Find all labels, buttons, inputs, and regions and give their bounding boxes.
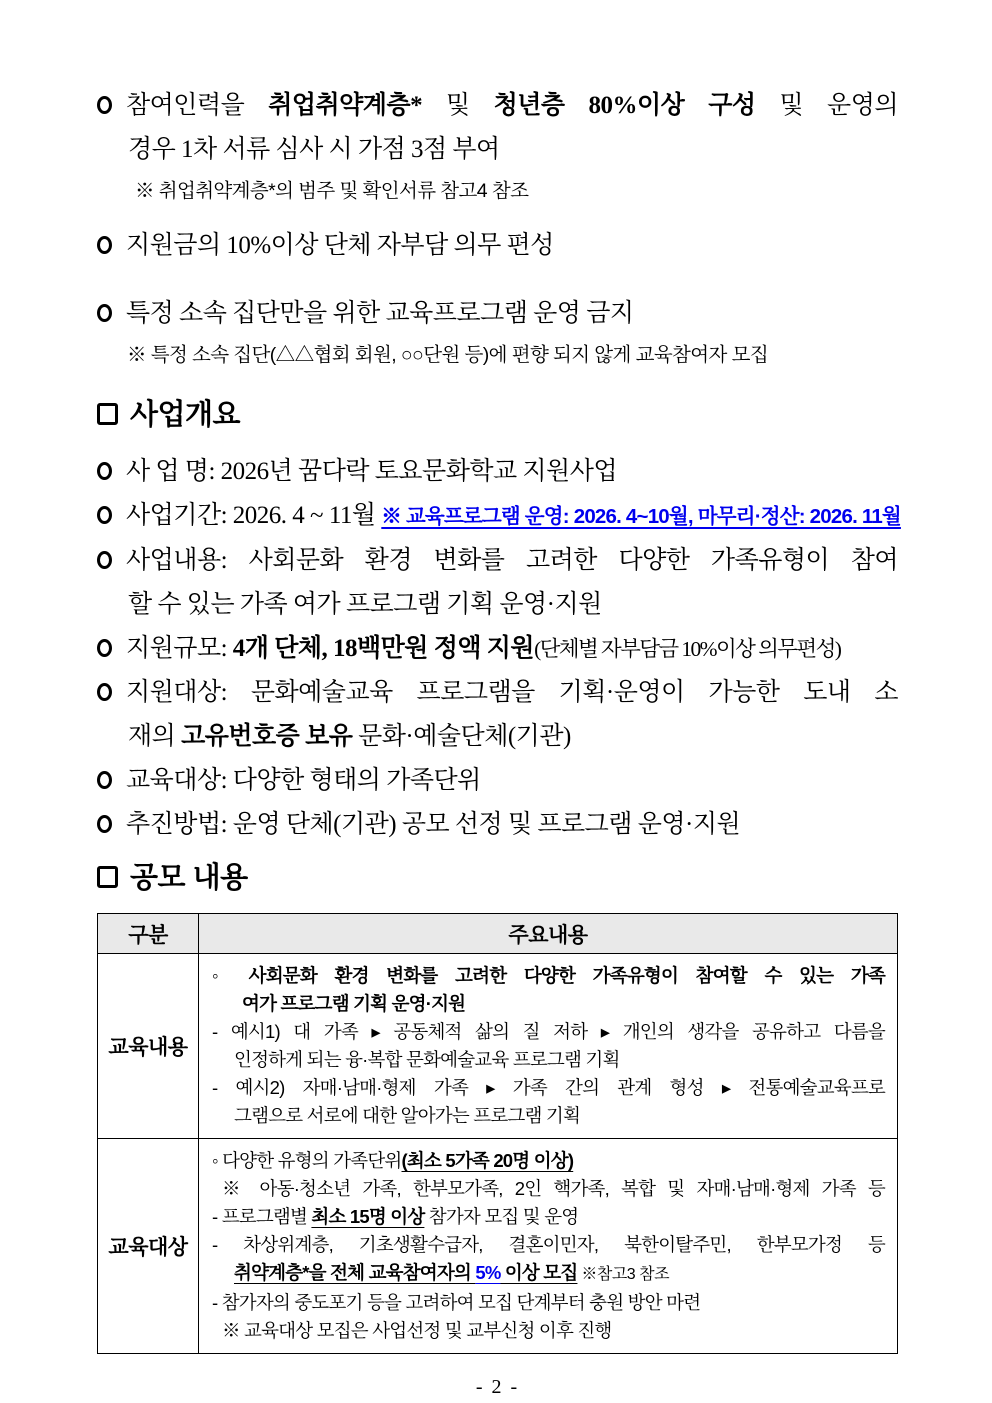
square-section-icon [97, 403, 118, 425]
table-line: - 프로그램별 최소 15명 이상 참가자 모집 및 운영 [212, 1206, 579, 1227]
section-title-announcement: 공모 내용 [130, 862, 248, 894]
bullet-no-exclusive-program-text: 특정 소속 집단만을 위한 교육프로그램 운영 금지 [126, 300, 634, 327]
page-number: - 2 - [475, 1376, 520, 1398]
item-project-name-text: 사 업 명: 2026년 꿈다락 토요문화학교 지원사업 [126, 458, 617, 485]
item-education-target-text: 교육대상: 다양한 형태의 가족단위 [126, 767, 481, 794]
section-title-overview: 사업개요 [130, 399, 241, 431]
item-support-target-line2: 재의 고유번호증 보유 문화·예술단체(기관) [128, 723, 571, 750]
circle-bullet-icon [97, 304, 112, 322]
item-project-period-text: 사업기간: 2026. 4 ~ 11월 ※ 교육프로그램 운영: 2026. 4~10월, 마무리·정산: 2026. 11월 [126, 502, 901, 529]
bullet-staffing-text: 참여인력을 취업취약계층* 및 청년층 80%이상 구성 및 운영의 [126, 92, 898, 119]
table-line: 취약계층*을 전체 교육참여자의 5% 이상 모집 ※참고3 참조 [234, 1262, 670, 1283]
table-line: ◦ 다양한 유형의 가족단위(최소 5가족 20명 이상) [212, 1150, 574, 1171]
circle-bullet-icon [97, 771, 112, 789]
table-header-row [98, 914, 898, 954]
staffing-reference-note: ※ 취업취약계층*의 범주 및 확인서류 참고4 참조 [135, 180, 529, 202]
table-line: 여가 프로그램 기획 운영·지원 [242, 993, 466, 1014]
table-line: - 참가자의 중도포기 등을 고려하여 모집 단계부터 충원 방안 마련 [212, 1292, 701, 1313]
item-project-content-line2: 할 수 있는 가족 여가 프로그램 기획 운영·지원 [128, 591, 602, 618]
item-support-target-text1: 지원대상: 문화예술교육 프로그램을 기획·운영이 가능한 도내 소 [126, 679, 898, 706]
circle-bullet-icon [97, 815, 112, 833]
circle-bullet-icon [97, 506, 112, 524]
item-project-name [97, 450, 898, 494]
circle-bullet-icon [97, 236, 112, 254]
bullet-staffing-line2: 경우 1차 서류 심사 시 가점 3점 부여 [128, 136, 500, 163]
item-method-text: 추진방법: 운영 단체(기관) 공모 선정 및 프로그램 운영·지원 [126, 811, 741, 838]
item-support-target [97, 671, 898, 759]
item-support-scale [97, 627, 898, 671]
circle-bullet-icon [97, 639, 112, 657]
table-line: ◦ 사회문화 환경 변화를 고려한 다양한 가족유형이 참여할 수 있는 가족 [212, 965, 885, 986]
table-header-content: 주요내용 [199, 914, 898, 954]
table-row-education-content [98, 954, 898, 1139]
bullet-no-exclusive-program [97, 292, 898, 336]
item-support-scale-text: 지원규모: 4개 단체, 18백만원 정액 지원(단체별 자부담금 10%이상 의무편성) [126, 635, 841, 662]
circle-bullet-icon [97, 462, 112, 480]
no-exclusive-program-note: ※ 특정 소속 집단(△△협회 회원, ○○단원 등)에 편향 되지 않게 교육참여자 모집 [127, 344, 769, 366]
row-content-education-target [199, 1139, 898, 1354]
item-method [97, 803, 898, 847]
item-project-content [97, 539, 898, 627]
bullet-self-funding-text: 지원금의 10%이상 단체 자부담 의무 편성 [126, 232, 554, 259]
table-line: 인정하게 되는 융·복합 문화예술교육 프로그램 기획 [234, 1049, 620, 1070]
section-header-overview [97, 394, 898, 436]
row-label-education-target: 교육대상 [98, 1139, 199, 1354]
row-label-education-content: 교육내용 [98, 954, 199, 1139]
item-project-period [97, 494, 901, 539]
table-header-division: 구분 [98, 914, 199, 954]
table-line: ※ 아동·청소년 가족, 한부모가족, 2인 핵가족, 복합 및 자매·남매·형제 가족 등 [222, 1178, 885, 1199]
announcement-table [97, 913, 898, 1354]
table-line: - 예시1) 대 가족 ▸ 공동체적 삶의 질 저하 ▸ 개인의 생각을 공유하고 다름을 [212, 1021, 885, 1042]
item-support-target-line1 [97, 671, 898, 715]
item-project-content-text1: 사업내용: 사회문화 환경 변화를 고려한 다양한 가족유형이 참여 [126, 547, 898, 574]
bullet-self-funding [97, 224, 898, 268]
circle-bullet-icon [97, 96, 112, 114]
table-line: 그램으로 서로에 대한 알아가는 프로그램 기획 [234, 1105, 581, 1126]
table-row-education-target [98, 1139, 898, 1354]
square-section-icon [97, 866, 118, 888]
bullet-staffing [97, 84, 898, 206]
item-education-target [97, 759, 898, 803]
row-content-education-content [199, 954, 898, 1139]
section-header-announcement [97, 857, 898, 899]
table-line: - 예시2) 자매·남매·형제 가족 ▸ 가족 간의 관계 형성 ▸ 전통예술교육프로 [212, 1077, 885, 1098]
table-line: - 차상위계층, 기초생활수급자, 결혼이민자, 북한이탈주민, 한부모가정 등 [212, 1234, 885, 1255]
table-line: ※ 교육대상 모집은 사업선정 및 교부신청 이후 진행 [222, 1320, 612, 1341]
item-project-content-line1 [97, 539, 898, 583]
bullet-staffing-line1 [97, 84, 898, 128]
circle-bullet-icon [97, 683, 112, 701]
circle-bullet-icon [97, 551, 112, 569]
